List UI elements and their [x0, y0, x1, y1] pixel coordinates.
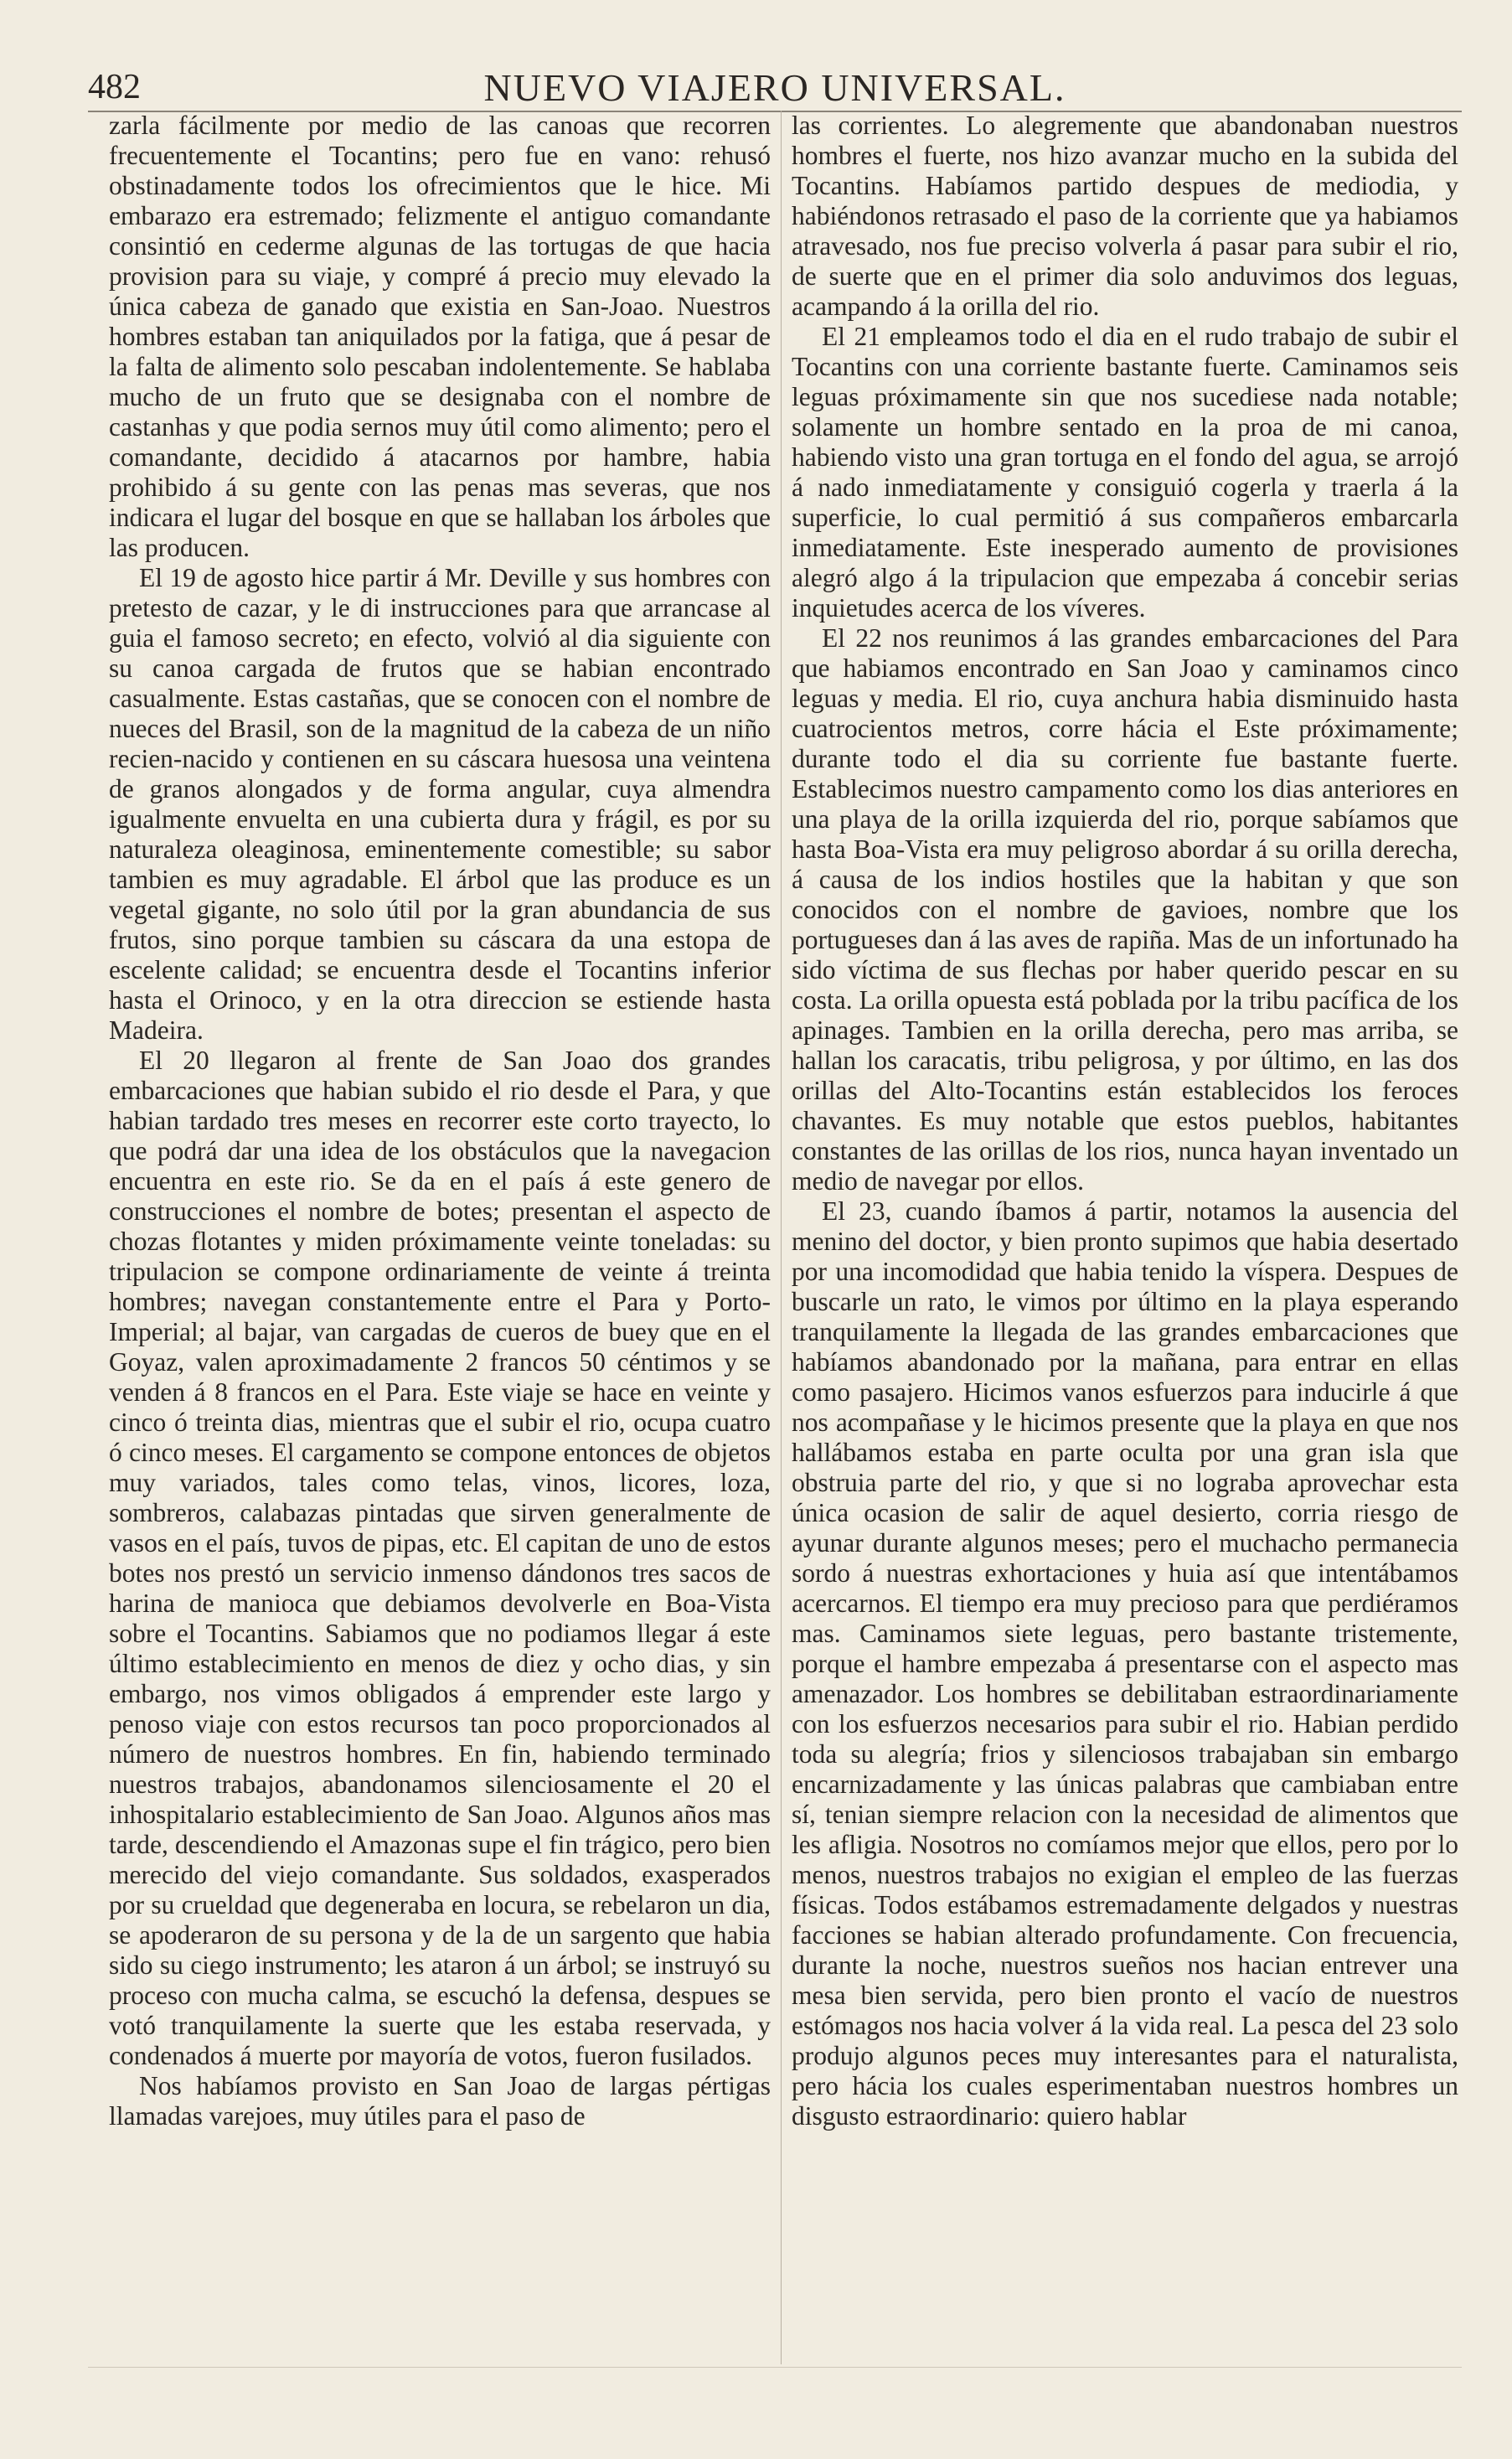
- paragraph: El 21 empleamos todo el dia en el rudo trabajo de subir el Tocantins con una corriente bastante fuerte. Caminamos seis leguas próximamente sin que nos sucediese nada notable; solamente un hombre sentado en la proa de mi canoa, habiendo visto una gran tortuga en el fondo del agua, se arrojó á nado inmediatamente y consiguió cogerla y traerla á la superficie, lo cual permitió á sus compañeros embarcarla inmediatamente. Este inesperado aumento de provisiones alegró algo á la tripulacion que empezaba á concebir serias inquietudes acerca de los víveres.: [792, 322, 1458, 622]
- running-title: NUEVO VIAJERO UNIVERSAL.: [483, 66, 1066, 109]
- right-column: [792, 111, 1458, 2356]
- column-divider: [781, 111, 782, 2364]
- paragraph: El 19 de agosto hice partir á Mr. Deville y sus hombres con pretesto de cazar, y le di instrucciones para que arrancase al guia el famoso secreto; en efecto, volvió al dia siguiente con su canoa cargada de frutos que se habian encontrado casualmente. Estas castañas, que se conocen con el nombre de nueces del Brasil, son de la magnitud de la cabeza de un niño recien-nacido y contienen en su cáscara huesosa una veintena de granos alongados y de forma angular, cuya almendra igualmente envuelta en una cubierta dura y frágil, es por su naturaleza oleaginosa, eminentemente comestible; su sabor tambien es muy agradable. El árbol que las produce es un vegetal gigante, no solo útil por la gran abundancia de sus frutos, sino porque tambien su cáscara da una estopa de escelente calidad; se encuentra desde el Tocantins inferior hasta el Orinoco, y en la otra direccion se estiende hasta Madeira.: [109, 563, 771, 1045]
- paragraph: El 20 llegaron al frente de San Joao dos grandes embarcaciones que habian subido el rio desde el Para, y que habian tardado tres meses en recorrer este corto trayecto, lo que podrá dar una idea de los obstáculos que la navegacion encuentra en este rio. Se da en el país á este genero de construcciones el nombre de botes; presentan el aspecto de chozas flotantes y miden próximamente veinte toneladas: su tripulacion se compone ordinariamente de veinte á treinta hombres; navegan constantemente entre el Para y Porto-Imperial; al bajar, van cargadas de cueros de buey que en el Goyaz, valen aproximadamente 2 francos 50 céntimos y se venden á 8 francos en el Para. Este viaje se hace en veinte y cinco ó treinta dias, mientras que el subir el rio, ocupa cuatro ó cinco meses. El cargamento se compone entonces de objetos muy variados, tales como telas, vinos, licores, loza, sombreros, calabazas pintadas que sirven generalmente de vasos en el país, tuvos de pipas, etc. El capitan de uno de estos botes nos prestó un servicio inmenso dándonos tres sacos de harina de manioca que debiamos devolverle en Boa-Vista sobre el Tocantins. Sabiamos que no podiamos llegar á este último establecimiento en menos de diez y ocho dias, y sin embargo, nos vimos obligados á emprender este largo y penoso viaje con estos recursos tan poco proporcionados al número de nuestros hombres. En fin, habiendo terminado nuestros trabajos, abandonamos silenciosamente el 20 el inhospitalario establecimiento de San Joao. Algunos años mas tarde, descendiendo el Amazonas supe el fin trágico, pero bien merecido del viejo comandante. Sus soldados, exasperados por su crueldad que degeneraba en locura, se rebelaron un dia, se apoderaron de su persona y de la de un sargento que habia sido su ciego instrumento; les ataron á un árbol; se instruyó su proceso con mucha calma, se escuchó la defensa, despues se votó tranquilamente la suerte que les estaba reservada, y condenados á muerte por mayoría de votos, fueron fusilados.: [109, 1046, 771, 2070]
- paragraph: zarla fácilmente por medio de las canoas que recorren frecuentemente el Tocantins; pero fue en vano: rehusó obstinadamente todos los ofrecimientos que le hice. Mi embarazo era estremado; felizmente el antiguo comandante consintió en cederme algunas de las tortugas de que hacia provision para su viaje, y compré á precio muy elevado la única cabeza de ganado que existia en San-Joao. Nuestros hombres estaban tan aniquilados por la fatiga, que á pesar de la falta de alimento solo pescaban indolentemente. Se hablaba mucho de un fruto que se designaba con el nombre de castanhas y que podia sernos muy útil como alimento; pero el comandante, decidido á atacarnos por hambre, habia prohibido á su gente con las penas mas severas, que nos indicara el lugar del bosque en que se hallaban los árboles que las producen.: [109, 111, 771, 562]
- left-column: [109, 111, 771, 2356]
- paragraph: las corrientes. Lo alegremente que abandonaban nuestros hombres el fuerte, nos hizo avanzar mucho en la subida del Tocantins. Habíamos partido despues de mediodia, y habiéndonos retrasado el paso de la corriente que ya habiamos atravesado, nos fue preciso volverla á pasar para subir el rio, de suerte que en el primer dia solo anduvimos dos leguas, acampando á la orilla del rio.: [792, 111, 1458, 321]
- paragraph: El 22 nos reunimos á las grandes embarcaciones del Para que habiamos encontrado en San Joao y caminamos cinco leguas y media. El rio, cuya anchura habia disminuido hasta cuatrocientos metros, corre hácia el Este próximamente; durante todo el dia su corriente fue bastante fuerte. Establecimos nuestro campamento como los dias anteriores en una playa de la orilla izquierda del rio, porque sabíamos que hasta Boa-Vista era muy peligroso abordar á su orilla derecha, á causa de los indios hostiles que la habitan y que son conocidos con el nombre de gavioes, nombre que los portugueses dan á las aves de rapiña. Mas de un infortunado ha sido víctima de sus flechas por haber querido pescar en su costa. La orilla opuesta está poblada por la tribu pacífica de los apinages. Tambien en la orilla derecha, pero mas arriba, se hallan los caracatis, tribu peligrosa, y por último, en las dos orillas del Alto-Tocantins están establecidos los feroces chavantes. Es muy notable que estos pueblos, habitantes constantes de las orillas de los rios, nunca hayan inventado un medio de navegar por ellos.: [792, 623, 1458, 1196]
- paragraph: El 23, cuando íbamos á partir, notamos la ausencia del menino del doctor, y bien pronto supimos que habia desertado por una incomodidad que habia tenido la víspera. Despues de buscarle un rato, le vimos por último en la playa esperando tranquilamente la llegada de las grandes embarcaciones que habíamos abandonado por la mañana, para entrar en ellas como pasajero. Hicimos vanos esfuerzos para inducirle á que nos acompañase y le hicimos presente que la playa en que nos hallábamos estaba en parte oculta por una gran isla que obstruia parte del rio, y que si no lograba aprovechar esta única ocasion de salir de aquel desierto, corria riesgo de ayunar durante algunos meses; pero el muchacho permanecia sordo á nuestras exhortaciones y huia así que intentábamos acercarnos. El tiempo era muy precioso para que perdiéramos mas. Caminamos siete leguas, pero bastante tristemente, porque el hambre empezaba á presentarse con el aspecto mas amenazador. Los hombres se debilitaban estraordinariamente con los esfuerzos necesarios para subir el rio. Habian perdido toda su alegría; frios y silenciosos trabajaban sin embargo encarnizadamente y las únicas palabras que cambiaban entre sí, tenian siempre relacion con la necesidad de alimentos que les afligia. Nosotros no comíamos mejor que ellos, pero por lo menos, nuestros trabajos no exigian el empleo de las fuerzas físicas. Todos estábamos estremadamente delgados y nuestras facciones se habian alterado profundamente. Con frecuencia, durante la noche, nuestros sueños nos hacian entrever una mesa bien servida, pero bien pronto el vacío de nuestros estómagos nos hacia volver á la vida real. La pesca del 23 solo produjo algunos peces muy interesantes para el naturalista, pero hácia los cuales esperimentaban nuestros hombres un disgusto estraordinario: quiero hablar: [792, 1196, 1458, 2131]
- paragraph: Nos habíamos provisto en San Joao de largas pértigas llamadas varejoes, muy útiles para el paso de: [109, 2071, 771, 2131]
- page-number: 482: [88, 68, 141, 106]
- bottom-rule: [88, 2367, 1462, 2368]
- page-header: [88, 60, 1462, 112]
